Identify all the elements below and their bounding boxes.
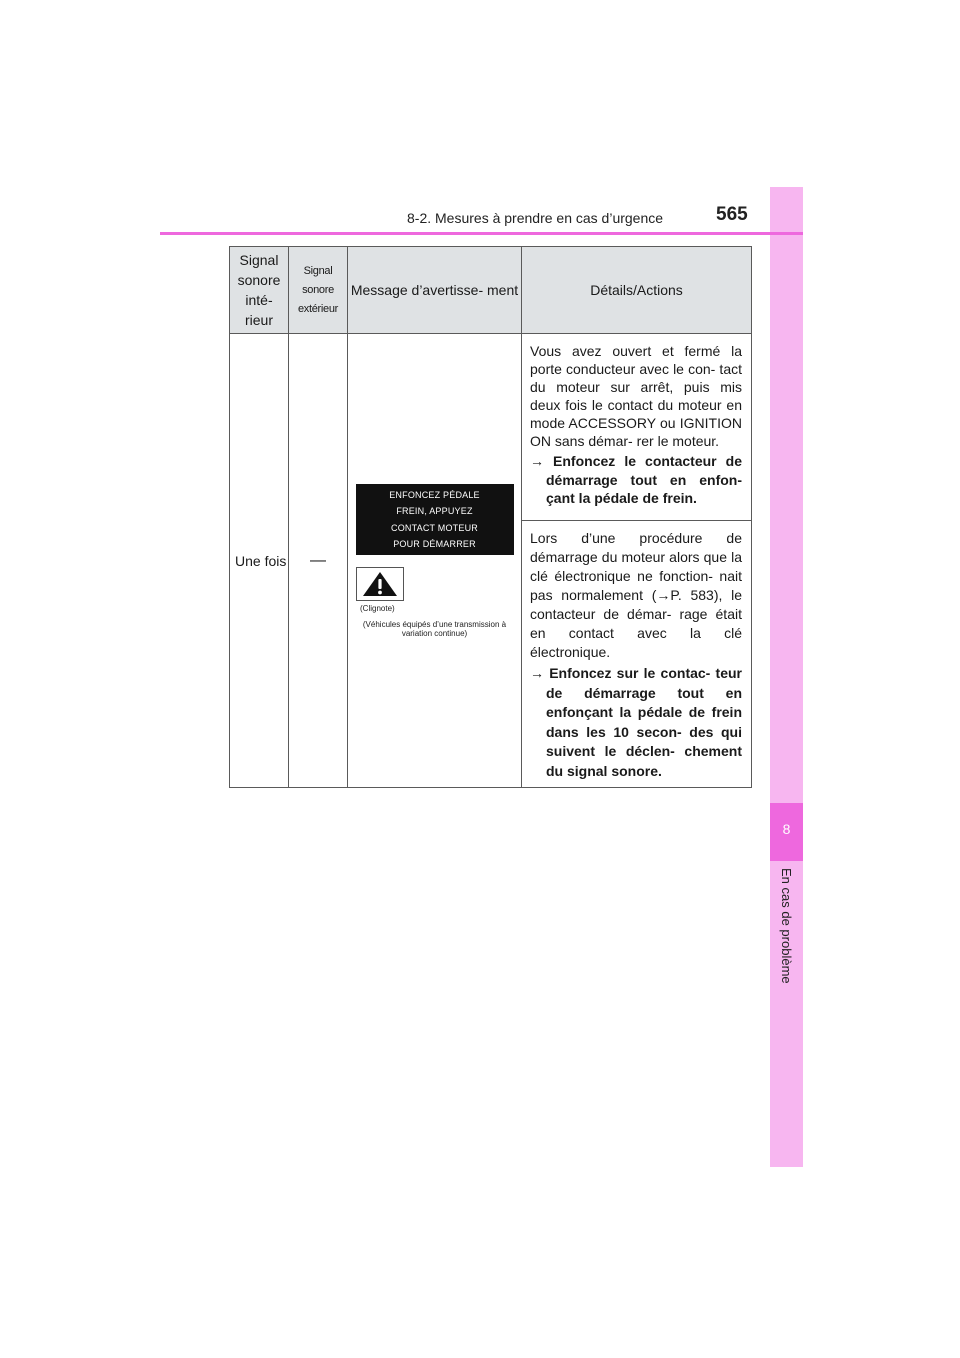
header-rule: [160, 232, 803, 235]
exterior-buzzer-value: —: [289, 334, 348, 788]
display-line: CONTACT MOTEUR: [391, 522, 478, 533]
warning-message-cell: [348, 334, 522, 788]
multi-info-display: [356, 484, 514, 555]
interior-buzzer-value: Une fois: [230, 334, 289, 788]
display-line: POUR DÉMARRER: [393, 539, 476, 549]
blink-caption: (Clignote): [360, 603, 395, 613]
table-header-row: [230, 247, 752, 334]
header-exterior-buzzer: Signal sonore extérieur: [289, 247, 348, 334]
vehicle-caption: (Véhicules équipés d’une transmission à variation continue): [362, 619, 507, 638]
chapter-side-strip: [770, 187, 803, 1167]
header-warning-message: Message d’avertisse- ment: [348, 247, 522, 334]
section-title: 8-2. Mesures à prendre en cas d’urgence: [407, 210, 664, 226]
chapter-tab: [770, 803, 803, 861]
display-line: FREIN, APPUYEZ: [396, 506, 473, 516]
table-row: [230, 334, 752, 521]
chapter-label: En cas de problème: [779, 868, 794, 984]
warning-table: [229, 246, 752, 788]
action-text: → Enfoncez sur le contac- teur de démarrage tout en enfonçant la pédale de frein dans les 10 secon- des qui suivent le déclen- chement du signal sonore.: [530, 665, 743, 779]
header-interior-buzzer: Signal sonore inté- rieur: [230, 247, 289, 334]
warning-triangle-icon: [356, 567, 404, 601]
page-number: 565: [716, 204, 748, 225]
display-line: ENFONCEZ PÉDALE: [389, 489, 480, 500]
action-text: → Enfoncez le contacteur de démarrage tout en enfon- çant la pédale de frein.: [530, 453, 742, 507]
condition-text: Vous avez ouvert et fermé la porte conducteur avec le con- tact du moteur sur arrêt, puis mis deux fois le contact du moteur en mode ACCESSORY ou IGNITION ON sans démar- rer le moteur.: [530, 343, 742, 449]
details-cell-1: [522, 334, 752, 521]
header-details-actions: Détails/Actions: [522, 247, 752, 334]
condition-text: Lors d’une procédure de démarrage du moteur alors que la clé électronique ne fonction- nait pas normalement (→P. 583), le contacteur de démar- rage était en contact avec la clé électronique.: [530, 530, 742, 660]
details-cell-2: [522, 521, 752, 788]
chapter-number: 8: [782, 821, 791, 837]
